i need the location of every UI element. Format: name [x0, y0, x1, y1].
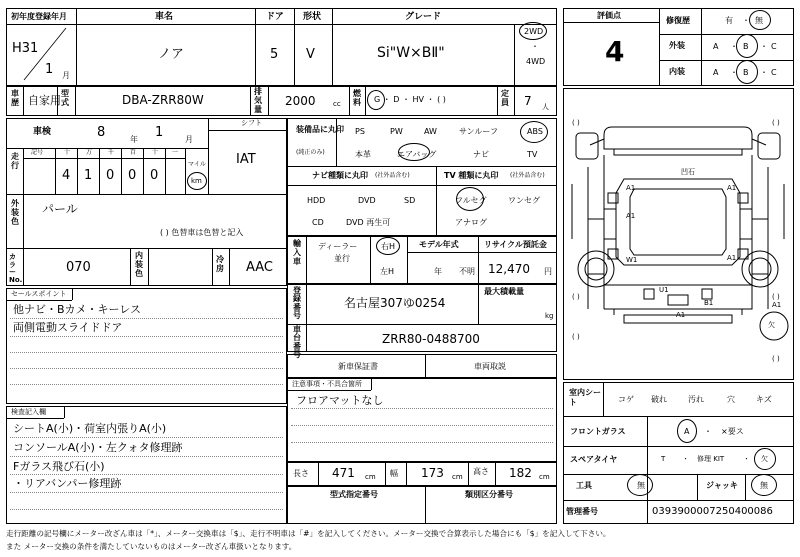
spare-missing: 欠: [761, 455, 768, 463]
exterior-color-label: 外装色: [11, 199, 19, 226]
mileage-digit: 0: [128, 168, 137, 183]
tools-circle: [627, 474, 653, 496]
chassis: ZRR80-0488700: [382, 332, 480, 346]
score: 4: [605, 35, 625, 68]
car-diagram: [563, 88, 794, 380]
abs-label: ABS: [527, 127, 543, 136]
usage: 自家用: [28, 94, 61, 107]
diagram-mark: A1: [626, 184, 636, 192]
footer-line2: また メーター交換の条件を満たしていないものはメーター改ざん車扱いとなります。: [6, 542, 297, 551]
car-name: ノア: [158, 47, 185, 62]
plate-label: 登録番号: [293, 286, 301, 321]
jack-none: 無: [760, 481, 768, 490]
mileage-digit: 1: [84, 168, 93, 183]
doors-label: ドア: [266, 12, 284, 22]
diagram-mark: A1: [626, 212, 636, 220]
fuel-circle-g: [367, 90, 385, 110]
airbag-label: エアバッグ: [397, 150, 437, 159]
grade-label: グレード: [405, 12, 442, 22]
navi-label: ナビ種類に丸印: [312, 171, 368, 180]
warranty-row: [287, 354, 557, 378]
ac: AAC: [246, 260, 273, 275]
score-label: 評価点: [597, 11, 621, 20]
equipment-label: 装備品に丸印: [296, 125, 344, 134]
auction-sheet: 初年度登録年月 車名 ドア 形状 グレード H31 1 月 ノア 5 V Si"W×BⅡ" 2WD ・ 4WD 車歴 自家用 型式 DBA-ZRR80W 排気量 2000 cc 燃料 G ・ D ・ HV ・ ( ) 定員 7 人 車検 8 年 1 月 シフト IAT 走行 記号 十 万 千 百 十 一 4 1 0 0 0 マイル km 外装色 パール ( ) 色替車は色替と記入 カラーNo. 070 内装色 冷房 AAC 装備品に丸印 (純正のみ) PS PW AW サンルーフ ABS 本革 エアバッグ ナビ TV ナビ種類に丸印 (社外品含む) HDD DVD SD CD DVD 再生可 TV 種類に丸印 (社外品含む) フルセグ ワンセグ アナログ 輸入車 ディーラー 並行 右H 左H モデル年式 年 不明 リサイクル預託金 12,470 円 登録番号 名古屋307ゆ0254 最大積載量 kg 車台番号 ZRR80-0488700 新車保証書 車両取説 セールスポイント 他ナビ・Bカメ・キーレス 両側電動スライドドア 注意事項・不具合箇所 フロアマットなし 検査記入欄 シートA(小)・荷室内張りA(小) コンソールA(小)・左クォタ修理跡 Fガラス飛び石(小) ・リアバンパー修理跡 長さ 471 cm 幅 173 cm 高さ 182 cm 型式指定番号 類別区分番号 評価点 4 修復歴 有 ・ 無 外装 A ・ B ・ C 内装 A ・ B ・ C ( ) ( ) ( ) ( ) ( ) ( ) 凹石 A1 A1 A1 W1 A1 U1 B1 A1 A1 欠 室内シート コゲ 破れ 汚れ 穴 キズ フロントガラス A ・ ×要ス スペアタイヤ T ・ 修理 KIT ・ 欠 工具 無 ジャッキ 無 管理番号 0393900007250400086 走行距離の記号欄にメーター改ざん車は「*」、メーター交換車は「$」、走行不明車は「#」を記入してください。メーター交換で合算表示した場合にも「$」を記入して下さい。 また メーター交換の条件を満たしていないものはメーター改ざん車扱いとなります。: [0, 0, 800, 557]
capacity: 7: [524, 94, 532, 108]
shaken-label: 車検: [33, 127, 52, 137]
shaken-month: 1: [155, 125, 164, 140]
footer-line1: 走行距離の記号欄にメーター改ざん車は「*」、メーター交換車は「$」、走行不明車は「#」を記入してください。メーター交換で合算表示した場合にも「$」を記入して下さい。: [6, 529, 611, 538]
capacity-label: 定員: [501, 89, 509, 107]
inspector-line: ・リアバンパー修理跡: [13, 477, 122, 490]
diagram-mark: A1: [676, 311, 686, 319]
displacement: 2000: [285, 94, 316, 108]
fuel-options: G ・ D ・ HV ・ ( ): [374, 95, 446, 104]
mileage-digit: 0: [106, 168, 115, 183]
recycle-label: リサイクル預託金: [484, 240, 547, 249]
sales-points-label: セールスポイント: [11, 290, 67, 298]
svg-text:( ): ( ): [772, 119, 780, 127]
km-circle: [187, 172, 207, 190]
mileage-digit: 4: [62, 168, 71, 183]
model-label: 型式: [61, 89, 69, 107]
manage-no: 0393900007250400086: [652, 506, 773, 517]
svg-text:( ): ( ): [572, 293, 580, 301]
km-label: km: [191, 177, 202, 185]
windshield-a: A: [684, 427, 690, 436]
model: DBA-ZRR80W: [122, 93, 204, 107]
repair-none: 無: [755, 16, 763, 25]
car-outline: [564, 89, 793, 379]
first-reg-label: 初年度登録年月: [11, 12, 67, 21]
mileage-label: 走行: [11, 152, 19, 170]
mileage-digit: 0: [150, 168, 159, 183]
fullseg-circle: [456, 187, 484, 211]
length: 471: [332, 466, 355, 480]
svg-text:( ): ( ): [572, 333, 580, 341]
first-reg-era: H31: [12, 41, 39, 56]
airbag-circle: [398, 143, 430, 161]
missing-label: 欠: [768, 321, 775, 329]
svg-text:( ): ( ): [772, 293, 780, 301]
abs-circle: [520, 121, 548, 143]
recycle: 12,470: [488, 262, 530, 276]
ext-b: B: [743, 42, 749, 51]
svg-text:( ): ( ): [572, 119, 580, 127]
diagram-mark: W1: [626, 256, 638, 264]
windshield-circle: [677, 419, 697, 443]
drive-2wd: 2WD: [524, 27, 544, 36]
width: 173: [421, 466, 444, 480]
sales-point-line: 他ナビ・Bカメ・キーレス: [13, 303, 141, 316]
car-name-label: 車名: [155, 12, 174, 22]
chassis-label: 車台番号: [293, 325, 301, 360]
diagram-mark: A1: [772, 301, 782, 309]
plate: 名古屋307ゆ0254: [344, 296, 446, 310]
shape: V: [306, 47, 315, 62]
exterior-color: パール: [42, 202, 78, 216]
import-label: 輸入車: [293, 239, 301, 266]
notes-line: フロアマットなし: [296, 394, 384, 407]
shaken-year: 8: [97, 125, 106, 140]
spare-circle: [754, 448, 776, 470]
drive-circle: [519, 22, 547, 40]
fuel-label: 燃料: [353, 89, 361, 107]
inspector-line: シートA(小)・荷室内張りA(小): [13, 422, 167, 435]
repaint-note: ( ) 色替車は色替と記入: [160, 228, 244, 237]
shift: IAT: [236, 152, 256, 167]
inspector-line: Fガラス飛び石(小): [13, 460, 105, 473]
interior-color-label: 内装色: [135, 251, 143, 278]
type-row: [287, 486, 557, 524]
model-year-label: モデル年式: [419, 240, 459, 249]
inspector-line: コンソールA(小)・左クォタ修理跡: [13, 441, 183, 454]
tools-none: 無: [637, 481, 645, 490]
jack-circle: [751, 474, 777, 496]
first-reg-month: 1: [45, 62, 54, 77]
color-no: 070: [66, 260, 91, 275]
int-circle: [736, 60, 758, 84]
diagram-mark: A1: [727, 184, 737, 192]
shift-label: シフト: [241, 119, 262, 127]
shape-label: 形状: [303, 12, 322, 22]
doors: 5: [270, 47, 279, 62]
color-no-label: カラーNo.: [9, 253, 23, 285]
right-h: 右H: [381, 242, 396, 251]
diagram-mark: U1: [659, 286, 669, 294]
right-h-circle: [376, 237, 400, 255]
drive-4wd: 4WD: [526, 57, 546, 66]
notes-label: 注意事項・不具合箇所: [292, 380, 362, 388]
diagram-mark: A1: [727, 254, 737, 262]
displacement-label: 排気量: [254, 87, 262, 114]
fullseg-label: フルセグ: [455, 196, 487, 205]
inspector-label: 検査記入欄: [11, 408, 46, 416]
height: 182: [509, 466, 532, 480]
repair-circle: [749, 10, 771, 30]
usage-row: [6, 86, 557, 116]
int-b: B: [743, 68, 749, 77]
usage-label: 車歴: [11, 89, 19, 107]
ext-circle: [736, 34, 758, 58]
svg-text:( ): ( ): [772, 355, 780, 363]
tv-label: TV 種類に丸印: [444, 171, 499, 180]
ac-label: 冷房: [216, 255, 224, 273]
sales-point-line: 両側電動スライドドア: [13, 321, 123, 334]
diagram-mark: 凹石: [681, 168, 695, 176]
diagram-mark: B1: [704, 299, 714, 307]
seat-label: 室内シート: [569, 388, 601, 408]
grade: Si"W×BⅡ": [377, 45, 445, 61]
